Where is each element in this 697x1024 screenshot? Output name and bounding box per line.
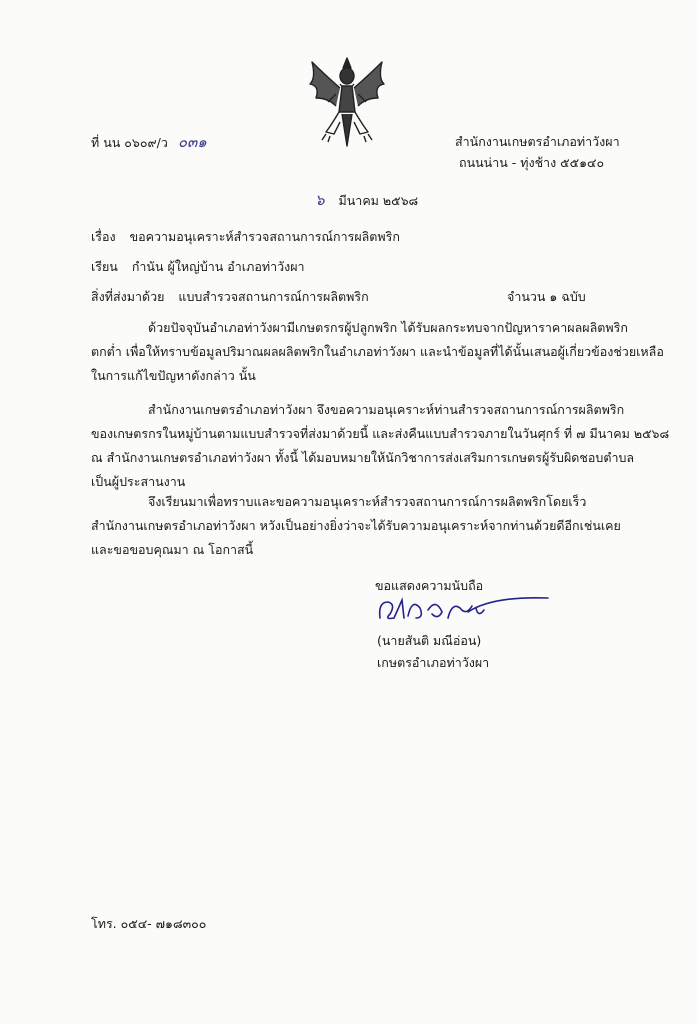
body-line: ของเกษตรกรในหมู่บ้านตามแบบสำรวจที่ส่งมาด้วยนี้ และส่งคืนแบบสำรวจภายในวันศุกร์ ที่ ๗ มีนาคม ๒๕๖๘ xyxy=(91,426,670,441)
reference-prefix: ที่ นน ๐๖๐๙/ว xyxy=(91,135,168,150)
reference-number xyxy=(91,134,207,151)
subject-line xyxy=(91,229,400,245)
letter-date xyxy=(315,192,418,209)
garuda-emblem-icon xyxy=(306,54,388,154)
enclosure-text: แบบสำรวจสถานการณ์การผลิตพริก xyxy=(178,289,369,304)
body-line: และขอขอบคุณมา ณ โอกาสนี้ xyxy=(91,542,254,557)
office-address: ถนนน่าน - ทุ่งช้าง ๕๕๑๔๐ xyxy=(459,155,605,170)
enclosure-quantity: จำนวน ๑ ฉบับ xyxy=(507,289,586,304)
body-line: เป็นผู้ประสานงาน xyxy=(91,474,186,489)
body-line: ด้วยปัจจุบันอำเภอท่าวังผามีเกษตรกรผู้ปลูกพริก ได้รับผลกระทบจากปัญหาราคาผลผลิตพริก xyxy=(148,320,628,335)
date-day-handwritten: ๖ xyxy=(315,191,325,209)
body-line: ตกต่ำ เพื่อให้ทราบข้อมูลปริมาณผลผลิตพริกในอำเภอท่าวังผา และนำข้อมูลที่ได้นั้นเสนอผู้เกี่ยวข้องช่วยเหลือ xyxy=(91,344,664,359)
addressee-label: เรียน xyxy=(91,259,118,274)
enclosure-label: สิ่งที่ส่งมาด้วย xyxy=(91,289,165,304)
body-line: จึงเรียนมาเพื่อทราบและขอความอนุเคราะห์สำรวจสถานการณ์การผลิตพริกโดยเร็ว xyxy=(148,494,587,509)
office-name: สำนักงานเกษตรอำเภอท่าวังผา xyxy=(455,134,620,149)
body-line: สำนักงานเกษตรอำเภอท่าวังผา หวังเป็นอย่างยิ่งว่าจะได้รับความอนุเคราะห์จากท่านด้วยดีอีกเช่นเคย xyxy=(91,518,621,533)
addressee-text: กำนัน ผู้ใหญ่บ้าน อำเภอท่าวังผา xyxy=(131,259,305,274)
body-line: สำนักงานเกษตรอำเภอท่าวังผา จึงขอความอนุเคราะห์ท่านสำรวจสถานการณ์การผลิตพริก xyxy=(148,402,625,417)
date-month-year: มีนาคม ๒๕๖๘ xyxy=(338,193,419,208)
subject-text: ขอความอนุเคราะห์สำรวจสถานการณ์การผลิตพริก xyxy=(129,229,400,244)
addressee-line xyxy=(91,259,305,275)
footer-phone: โทร. ๐๕๔- ๗๑๘๓๐๐ xyxy=(91,916,207,931)
closing-salutation: ขอแสดงความนับถือ xyxy=(375,578,484,593)
reference-number-handwritten: ๐๓๑ xyxy=(177,133,207,151)
body-paragraph-1 xyxy=(91,316,664,388)
body-paragraph-3 xyxy=(91,490,621,562)
subject-label: เรื่อง xyxy=(91,229,116,244)
signer-title: เกษตรอำเภอท่าวังผา xyxy=(377,655,490,670)
signer-name: (นายสันติ มณีอ่อน) xyxy=(377,633,482,648)
body-paragraph-2 xyxy=(91,398,669,494)
body-line: ณ สำนักงานเกษตรอำเภอท่าวังผา ทั้งนี้ ได้มอบหมายให้นักวิชาการส่งเสริมการเกษตรผู้รับผิดชอบตำบล xyxy=(91,450,635,465)
enclosure-line xyxy=(91,289,369,305)
signature-image xyxy=(372,588,552,628)
body-line: ในการแก้ไขปัญหาดังกล่าว นั้น xyxy=(91,368,256,383)
